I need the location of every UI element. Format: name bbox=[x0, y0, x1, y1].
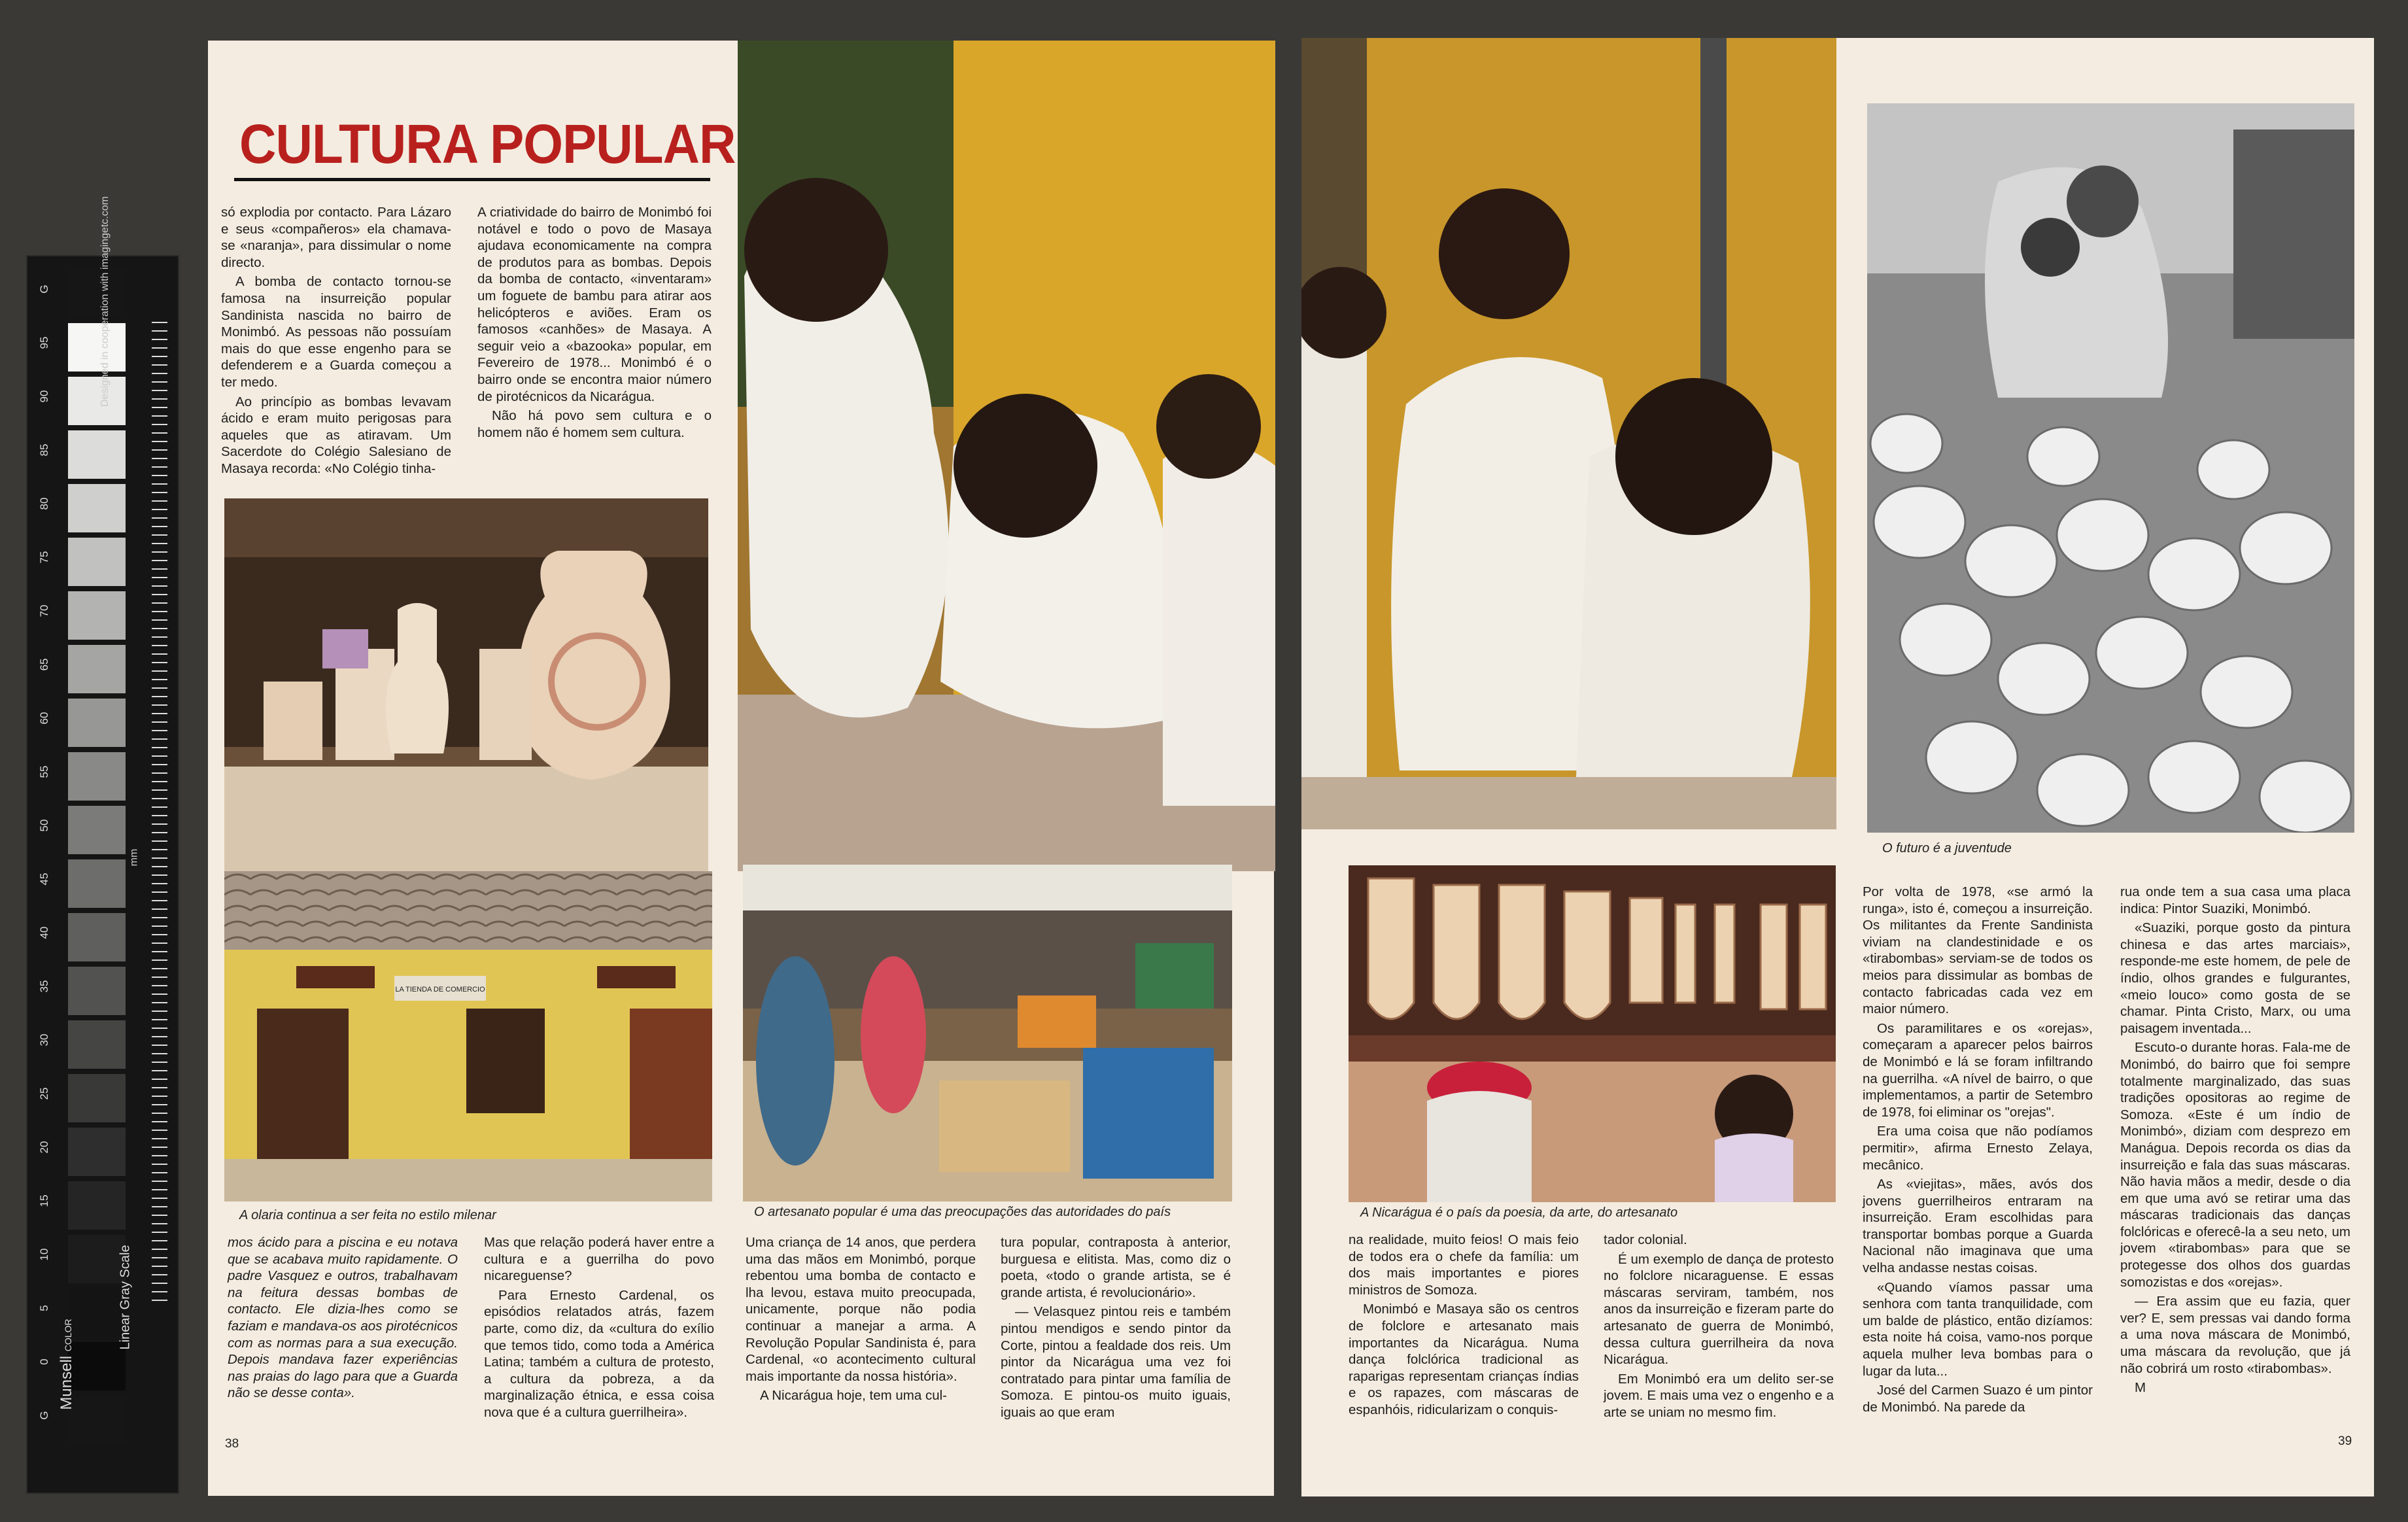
gray-patch bbox=[68, 1235, 126, 1283]
caption-future: O futuro é a juventude bbox=[1882, 841, 2012, 856]
paragraph: Uma criança de 14 anos, que perdera uma das mãos em Monimbó, porque rebentou uma bomba de contacto e lha levou, estava muito preocupada, unicamente, porque não podia continuar a manejar a arma. A Revolução Popular Sandinista é, para Cardenal, «o acontecimento cultural mais importante da nossa história». bbox=[746, 1235, 976, 1384]
paragraph: Para Ernesto Cardenal, os episódios relatados atrás, fazem parte, como diz, da «cultura do exílio que temos tido, como toda a América Latina; também a cultura de protesto, a cultura da pobreza, a da marginalização étnica, e essa coisa nova que é a cultura guerrilheira». bbox=[484, 1287, 714, 1420]
scale-subtitle: Linear Gray Scale bbox=[118, 1245, 133, 1350]
gray-patch bbox=[68, 645, 126, 693]
right-col-3 bbox=[1863, 884, 2093, 1418]
right-col-4 bbox=[2120, 884, 2350, 1399]
gray-patch-label: 15 bbox=[38, 1194, 50, 1207]
gray-patch bbox=[68, 1342, 126, 1391]
gray-patch bbox=[68, 806, 126, 854]
gray-patch-label: 5 bbox=[38, 1305, 50, 1311]
gray-patch-label: G bbox=[38, 285, 50, 294]
gray-patch bbox=[68, 699, 126, 747]
brand-name: Munsell bbox=[58, 1355, 75, 1410]
paragraph: Os paramilitares e os «orejas», começaram a aparecer pelos bairros de Monimbó e lá se foram infiltrando na guerrilha. «A nível de bairro, o que implementamos, a partir de Setembro de 1978, foi eliminar os "orejas". bbox=[1863, 1020, 2093, 1120]
brand-sub: COLOR bbox=[63, 1319, 73, 1352]
gray-patch-label: 55 bbox=[38, 765, 50, 778]
gray-patch-label: 30 bbox=[38, 1033, 50, 1046]
gray-patch bbox=[68, 591, 126, 640]
gray-patch bbox=[68, 377, 126, 425]
right-page bbox=[1301, 38, 2374, 1496]
paragraph: tura popular, contraposta à anterior, burguesa e elitista. Mas, como diz o poeta, «todo o grande artista, se é grande artista, é revolucionário». bbox=[1001, 1235, 1231, 1300]
paragraph: M bbox=[2135, 1380, 2146, 1396]
gray-patch bbox=[68, 538, 126, 586]
pottery-photo bbox=[224, 498, 708, 871]
left-col-1 bbox=[221, 204, 451, 480]
gray-patch-label: 45 bbox=[38, 873, 50, 886]
gray-patch-label: 65 bbox=[38, 658, 50, 671]
paragraph: «Suaziki, porque gosto da pintura chinesa e das artes marciais», responde-me este homem, de pele de índio, olhos grandes e fulgurantes, «meio louco» como gosta de se chamar. Pinta Cristo, Marx, ou uma paisagem inventada... bbox=[2120, 920, 2350, 1036]
gray-patch bbox=[68, 913, 126, 961]
gray-patch-label: 75 bbox=[38, 551, 50, 564]
right-col-1 bbox=[1349, 1232, 1579, 1421]
gray-patch bbox=[68, 430, 126, 479]
right-col-2 bbox=[1604, 1232, 1834, 1424]
paragraph: Em Monimbó era um delito ser-se jovem. E mais uma vez o engenho e a arte se uniam no mesmo fim. bbox=[1604, 1371, 1834, 1420]
gray-patch-label: 70 bbox=[38, 604, 50, 617]
gray-patch-label: 95 bbox=[38, 336, 50, 349]
gray-patch-label: 85 bbox=[38, 443, 50, 457]
gray-patch-label: 0 bbox=[38, 1358, 50, 1365]
mm-ruler bbox=[152, 322, 167, 1303]
paragraph: A Nicarágua hoje, tem uma cul- bbox=[760, 1388, 947, 1404]
gray-patch-label: 50 bbox=[38, 819, 50, 832]
gray-scale-card bbox=[26, 196, 179, 1494]
gray-patch bbox=[68, 1128, 126, 1176]
gray-patch bbox=[68, 1020, 126, 1069]
page-number-left: 38 bbox=[225, 1437, 239, 1451]
paragraph: só explodia por contacto. Para Lázaro e seus «compañeros» ela chamava-se «naranja», para dissimular o nome directo. bbox=[221, 205, 451, 270]
masks-photo bbox=[1349, 865, 1836, 1202]
paragraph: A criatividade do bairro de Monimbó foi notável e todo o povo de Masaya ajudava economicamente na compra de produtos para as bombas. Depois da bomba de contacto, «inventaram» um foguete de bambu para atirar aos helicópteros e aviões. Eram os famosos «canhões» de Masaya. A seguir veio a «bazooka» popular, em Fevereiro de 1978... Monimbó é o bairro onde se encontra maior número de pirotécnicos da Nicarágua. bbox=[477, 205, 712, 404]
gray-patch-label: 35 bbox=[38, 980, 50, 993]
gray-patch-label: 40 bbox=[38, 926, 50, 939]
caption-poetry: A Nicarágua é o país da poesia, da arte, do artesanato bbox=[1360, 1205, 1678, 1220]
paragraph: mos ácido para a piscina e eu notava que se acabava muito rapidamente. O padre Vasquez e outros, trabalhavam na feitura dessas bombas de contacto. Ele dizia-lhes como se faziam e mandava-os aos pirotécnicos com as normas para a sua execução. Depois mandava fazer experiências nas praias do lago para que a Guarda não se desse conta». bbox=[228, 1235, 458, 1401]
paragraph: rua onde tem a sua casa uma placa indica: Pintor Suaziki, Monimbó. bbox=[2120, 884, 2350, 916]
youth-photo bbox=[1867, 103, 2354, 833]
paragraph: tador colonial. bbox=[1604, 1232, 1687, 1247]
article-title: CULTURA POPULAR bbox=[239, 113, 736, 175]
left-bottom-col-4 bbox=[1001, 1234, 1231, 1424]
paragraph: Não há povo sem cultura e o homem não é homem sem cultura. bbox=[477, 408, 712, 440]
gray-patch-label: 25 bbox=[38, 1087, 50, 1100]
paragraph: A bomba de contacto tornou-se famosa na insurreição popular Sandinista nascida no bairro de Monimbó. As pessoas não possuíam mais do que esse engenho para se defenderem e a Guarda começou a ter medo. bbox=[221, 274, 451, 390]
paragraph: As «viejitas», mães, avós dos jovens guerrilheiros entraram na insurreição. Eram escolhidas para transportar bombas porque a Guarda Nacional não imaginava que uma velha andasse nestas coisas. bbox=[1863, 1177, 2093, 1276]
left-bottom-col-1 bbox=[228, 1234, 458, 1404]
gray-patch bbox=[68, 1181, 126, 1230]
paragraph: «Quando víamos passar uma senhora com tanta tranquilidade, com um balde de plástico, então dizíamos: esta noite há coisa, vamo-nos porque aquela mulher leva bombas para o lugar da luta... bbox=[1863, 1279, 2093, 1379]
olaria-building-photo bbox=[224, 871, 712, 1202]
gray-patch-label: 60 bbox=[38, 712, 50, 725]
gray-patch bbox=[68, 269, 126, 318]
gray-patch-label: 80 bbox=[38, 497, 50, 510]
gray-patch-label: G bbox=[38, 1411, 50, 1420]
paragraph: É um exemplo de dança de protesto no folclore nicaraguense. E essas máscaras serviram, também, nos anos da insurreição e fizeram parte do artesanato de guerra de Monimbó, dessa cultura guerrilheira da nova Nicarágua. bbox=[1604, 1251, 1834, 1368]
gray-patch-label: 20 bbox=[38, 1141, 50, 1154]
caption-olaria: A olaria continua a ser feita no estilo milenar bbox=[239, 1208, 496, 1222]
paragraph: — Era assim que eu fazia, quer ver? E, sem pressas vai dando forma a uma nova máscara de Monimbó, uma máscara da revolução, que já não cobrirá um rosto «tirabombas». bbox=[2120, 1294, 2350, 1376]
paragraph: na realidade, muito feios! O mais feio de todos era o chefe da família: um dos mais importantes e piores ministros de Somoza. bbox=[1349, 1232, 1579, 1298]
gray-patch bbox=[68, 859, 126, 908]
miskito-theatre-photo bbox=[738, 41, 1275, 871]
gray-patch bbox=[68, 1289, 126, 1337]
left-page bbox=[208, 41, 1274, 1496]
gray-patch bbox=[68, 1396, 126, 1444]
paragraph: Ao princípio as bombas levavam ácido e eram muito perigosas para aqueles que as atiravam. Um Sacerdote do Colégio Salesiano de Masaya recorda: «No Colégio tinha- bbox=[221, 394, 451, 476]
left-bottom-col-3 bbox=[746, 1234, 976, 1407]
paragraph: José del Carmen Suazo é um pintor de Monimbó. Na parede da bbox=[1863, 1383, 2093, 1415]
scale-brand bbox=[58, 1299, 76, 1430]
title-rule bbox=[234, 178, 710, 181]
page-number-right: 39 bbox=[2338, 1434, 2352, 1448]
scale-credit: Designed in cooperation with imagingetc.com bbox=[99, 196, 111, 407]
left-col-2 bbox=[477, 204, 712, 443]
gray-patch bbox=[68, 1074, 126, 1122]
gray-patch-label: 10 bbox=[38, 1248, 50, 1261]
gray-patch bbox=[68, 967, 126, 1015]
gray-patch bbox=[68, 484, 126, 532]
paragraph: Por volta de 1978, «se armó la runga», isto é, começou a insurreição. Os militantes da Frente Sandinista viviam na clandestinidade e os «tirabombas» serviam-se de todos os meios para dissimular as bombas de contacto fabricadas cada vez em maior número. bbox=[1863, 884, 2093, 1017]
gray-patch bbox=[68, 752, 126, 801]
paragraph: — Velasquez pintou reis e também pintou mendigos e sendo pintor da Corte, pintou a fealdade dos reis. Um pintor da Nicarágua uma vez foi contratado para pintar uma família de Somoza. E pintou-os muito iguais, iguais ao que eram bbox=[1001, 1304, 1231, 1420]
gray-patch-label: 90 bbox=[38, 390, 50, 403]
paragraph: Monimbó e Masaya são os centros de folclore e artesanato mais importantes da Nicarágua. Numa dança folclórica tradicional as raparigas representam crianças índias e os rapazes, com máscaras de espanhóis, ridicularizam o conquis- bbox=[1349, 1302, 1579, 1417]
left-bottom-col-2 bbox=[484, 1234, 714, 1424]
ruler-unit: mm bbox=[128, 848, 140, 867]
paragraph: Era uma coisa que não podíamos permitir», afirma Ernesto Zelaya, mecânico. bbox=[1863, 1124, 2093, 1173]
market-photo bbox=[743, 865, 1232, 1202]
miskito-theatre-photo-right bbox=[1301, 38, 1836, 829]
paragraph: Mas que relação poderá haver entre a cultura e a guerrilha do povo nicareguense? bbox=[484, 1235, 714, 1284]
paragraph: Escuto-o durante horas. Fala-me de Monimbó, do bairro que foi sempre totalmente marginalizado, das suas tradições opositoras ao regime de Somoza. «Este é um índio de Monimbó», diziam com desprezo em Manágua. Depois recorda os dias da insurreição e fala das suas máscaras. Não havia mãos a medir, desde o dia em que uma avó se retirar uma das máscaras tradicionais das danças folclóricas e oferecê-la a seu neto, um jovem «tirabombas» para que se protegesse dos olhos dos guardas somozistas e dos «orejas». bbox=[2120, 1040, 2350, 1290]
building-sign: LA TIENDA DE COMERCIO bbox=[395, 986, 485, 994]
gray-patch bbox=[68, 323, 126, 372]
caption-market: O artesanato popular é uma das preocupações das autoridades do país bbox=[754, 1205, 1171, 1219]
